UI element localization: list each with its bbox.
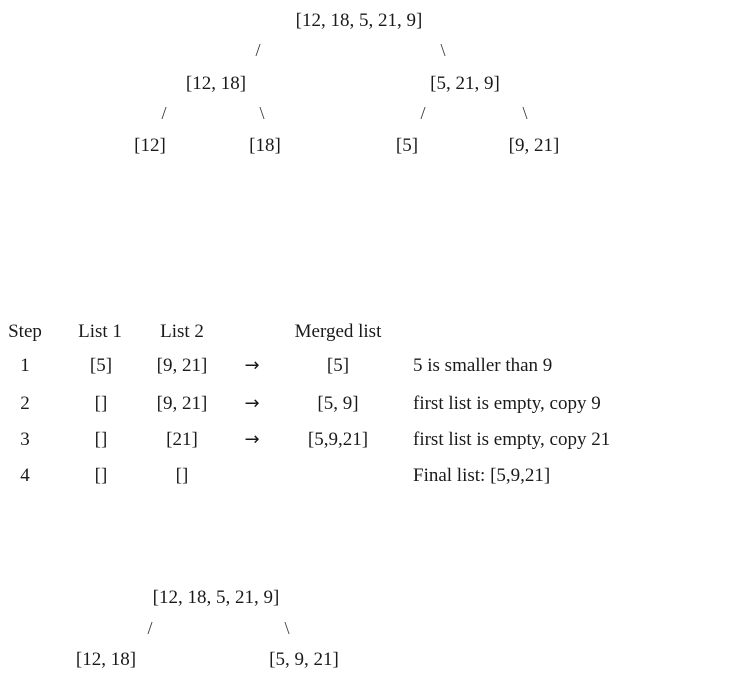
tree1-left-right: [18] xyxy=(249,135,281,156)
header-list2: List 2 xyxy=(160,321,204,342)
tree2-root: [12, 18, 5, 21, 9] xyxy=(152,587,280,608)
row-list2: [9, 21] xyxy=(156,393,208,414)
tree1-root: [12, 18, 5, 21, 9] xyxy=(295,10,423,31)
tree2-left-branch: / xyxy=(147,618,153,638)
row-note: first list is empty, copy 21 xyxy=(413,429,611,450)
row-list2: [21] xyxy=(166,429,198,450)
tree1-right-right: [9, 21] xyxy=(508,135,560,156)
right-arrow-icon: → xyxy=(244,429,260,450)
row-step: 4 xyxy=(20,465,30,486)
right-arrow-icon: → xyxy=(244,393,260,414)
tree1-left-right-branch: \ xyxy=(259,103,265,123)
header-step: Step xyxy=(8,321,42,342)
row-note: Final list: [5,9,21] xyxy=(413,465,551,486)
tree1-left-left: [12] xyxy=(134,135,166,156)
header-list1: List 1 xyxy=(78,321,122,342)
tree2-right: [5, 9, 21] xyxy=(269,649,339,670)
row-merged: [5,9,21] xyxy=(307,429,369,450)
tree1-right-left: [5] xyxy=(395,135,419,156)
tree2-right-branch: \ xyxy=(284,618,290,638)
tree1-right-left-branch: / xyxy=(420,103,426,123)
row-list1: [] xyxy=(94,465,108,486)
right-arrow-icon: → xyxy=(244,355,260,376)
row-step: 2 xyxy=(20,393,30,414)
tree1-left: [12, 18] xyxy=(185,73,247,94)
tree1-right-right-branch: \ xyxy=(522,103,528,123)
row-note: 5 is smaller than 9 xyxy=(413,355,553,376)
row-note: first list is empty, copy 9 xyxy=(413,393,601,414)
row-merged: [5, 9] xyxy=(317,393,359,414)
row-merged: [5] xyxy=(326,355,350,376)
header-merged-list: Merged list xyxy=(294,321,382,342)
row-step: 1 xyxy=(20,355,30,376)
row-step: 3 xyxy=(20,429,30,450)
tree1-right: [5, 21, 9] xyxy=(430,73,500,94)
row-list2: [9, 21] xyxy=(156,355,208,376)
tree1-root-left-branch: / xyxy=(255,40,261,60)
tree1-root-right-branch: \ xyxy=(440,40,446,60)
row-list1: [] xyxy=(94,393,108,414)
row-list1: [] xyxy=(94,429,108,450)
tree1-left-left-branch: / xyxy=(161,103,167,123)
row-list1: [5] xyxy=(89,355,113,376)
row-list2: [] xyxy=(175,465,189,486)
tree2-left: [12, 18] xyxy=(75,649,137,670)
